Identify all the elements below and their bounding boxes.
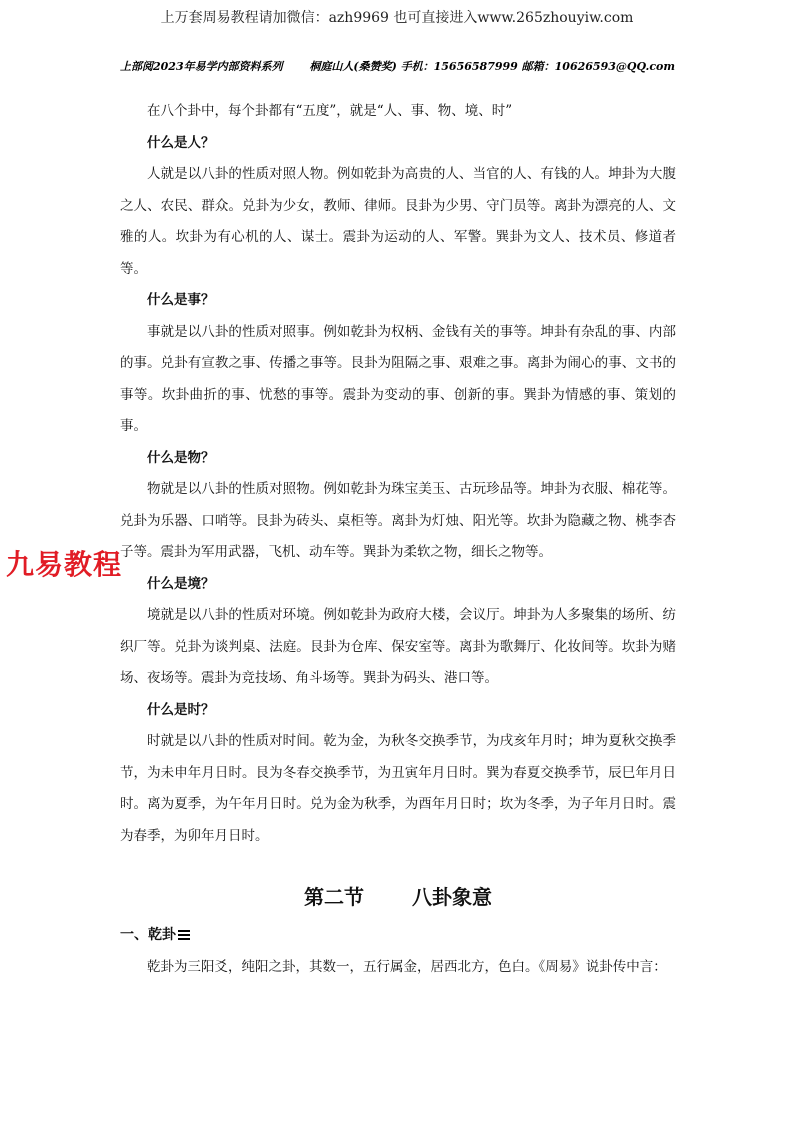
section-body-wu: 物就是以八卦的性质对照物。例如乾卦为珠宝美玉、古玩珍品等。坤卦为衣服、棉花等。兑卦为乐器、口哨等。艮卦为砖头、桌柜等。离卦为灯烛、阳光等。坎卦为隐藏之物、桃李杏子等。震卦为军用武器，飞机、动车等。巽卦为柔软之物，细长之物等。 — [120, 481, 676, 560]
top-banner: 上万套周易教程请加微信：azh9969 也可直接进入www.265zhouyiw.com — [160, 10, 634, 26]
section-heading-jing: 什么是境？ — [147, 575, 215, 592]
chapter-number: 第二节 — [304, 885, 364, 909]
subsection-heading-text: 一、乾卦 — [120, 927, 176, 943]
intro-paragraph: 在八个卦中，每个卦都有“五度”，就是“人、事、物、境、时” — [147, 103, 513, 119]
chapter-title — [120, 880, 676, 914]
header-left: 上部阅2023年易学内部资料系列 — [120, 60, 283, 73]
section-heading-shijian: 什么是时？ — [147, 701, 215, 718]
qian-trigram-icon — [178, 929, 190, 941]
chapter-name: 八卦象意 — [412, 885, 492, 909]
subsection-heading — [120, 920, 676, 952]
subsection-body: 乾卦为三阳爻，纯阳之卦，其数一，五行属金，居西北方，色白。《周易》说卦传中言： — [147, 958, 667, 975]
section-body-shijian: 时就是以八卦的性质对时间。乾为金，为秋冬交换季节，为戌亥年月时；坤为夏秋交换季节，为未申年月日时。艮为冬春交换季节，为丑寅年月日时。巽为春夏交换季节，辰巳年月日时。离为夏季，为午年月日时。兑为金为秋季，为酉年月日时；坎为冬季，为子年月日时。震为春季，为卯年月日时。 — [120, 733, 676, 844]
section-body-shi: 事就是以八卦的性质对照事。例如乾卦为权柄、金钱有关的事等。坤卦有杂乱的事、内部的事。兑卦有宣教之事、传播之事等。艮卦为阻隔之事、艰难之事。离卦为闹心的事、文书的事等。坎卦曲折的事、忧愁的事等。震卦为变动的事、创新的事。巽卦为情感的事、策划的事。 — [120, 323, 676, 434]
watermark-logo: 九易教程 — [6, 548, 123, 581]
section-heading-wu: 什么是物？ — [147, 449, 215, 466]
section-body-jing: 境就是以八卦的性质对环境。例如乾卦为政府大楼，会议厅。坤卦为人多聚集的场所、纺织厂等。兑卦为谈判桌、法庭。艮卦为仓库、保安室等。离卦为歌舞厅、化妆间等。坎卦为赌场、夜场等。震卦为竞技场、角斗场等。巽卦为码头、港口等。 — [120, 607, 676, 686]
header-right: 桐庭山人(桑赞奖) 手机：15656587999 邮箱：10626593@QQ.com — [309, 60, 675, 73]
section-heading-shi: 什么是事？ — [147, 292, 215, 308]
running-header — [120, 58, 675, 74]
document-body — [120, 96, 676, 983]
section-heading-ren: 什么是人？ — [147, 134, 215, 151]
section-body-ren: 人就是以八卦的性质对照人物。例如乾卦为高贵的人、当官的人、有钱的人。坤卦为大腹之人、农民、群众。兑卦为少女，教师、律师。艮卦为少男、守门员等。离卦为漂亮的人、文雅的人。坎卦为有心机的人、谋士。震卦为运动的人、军警。巽卦为文人、技术员、修道者等。 — [120, 166, 676, 277]
